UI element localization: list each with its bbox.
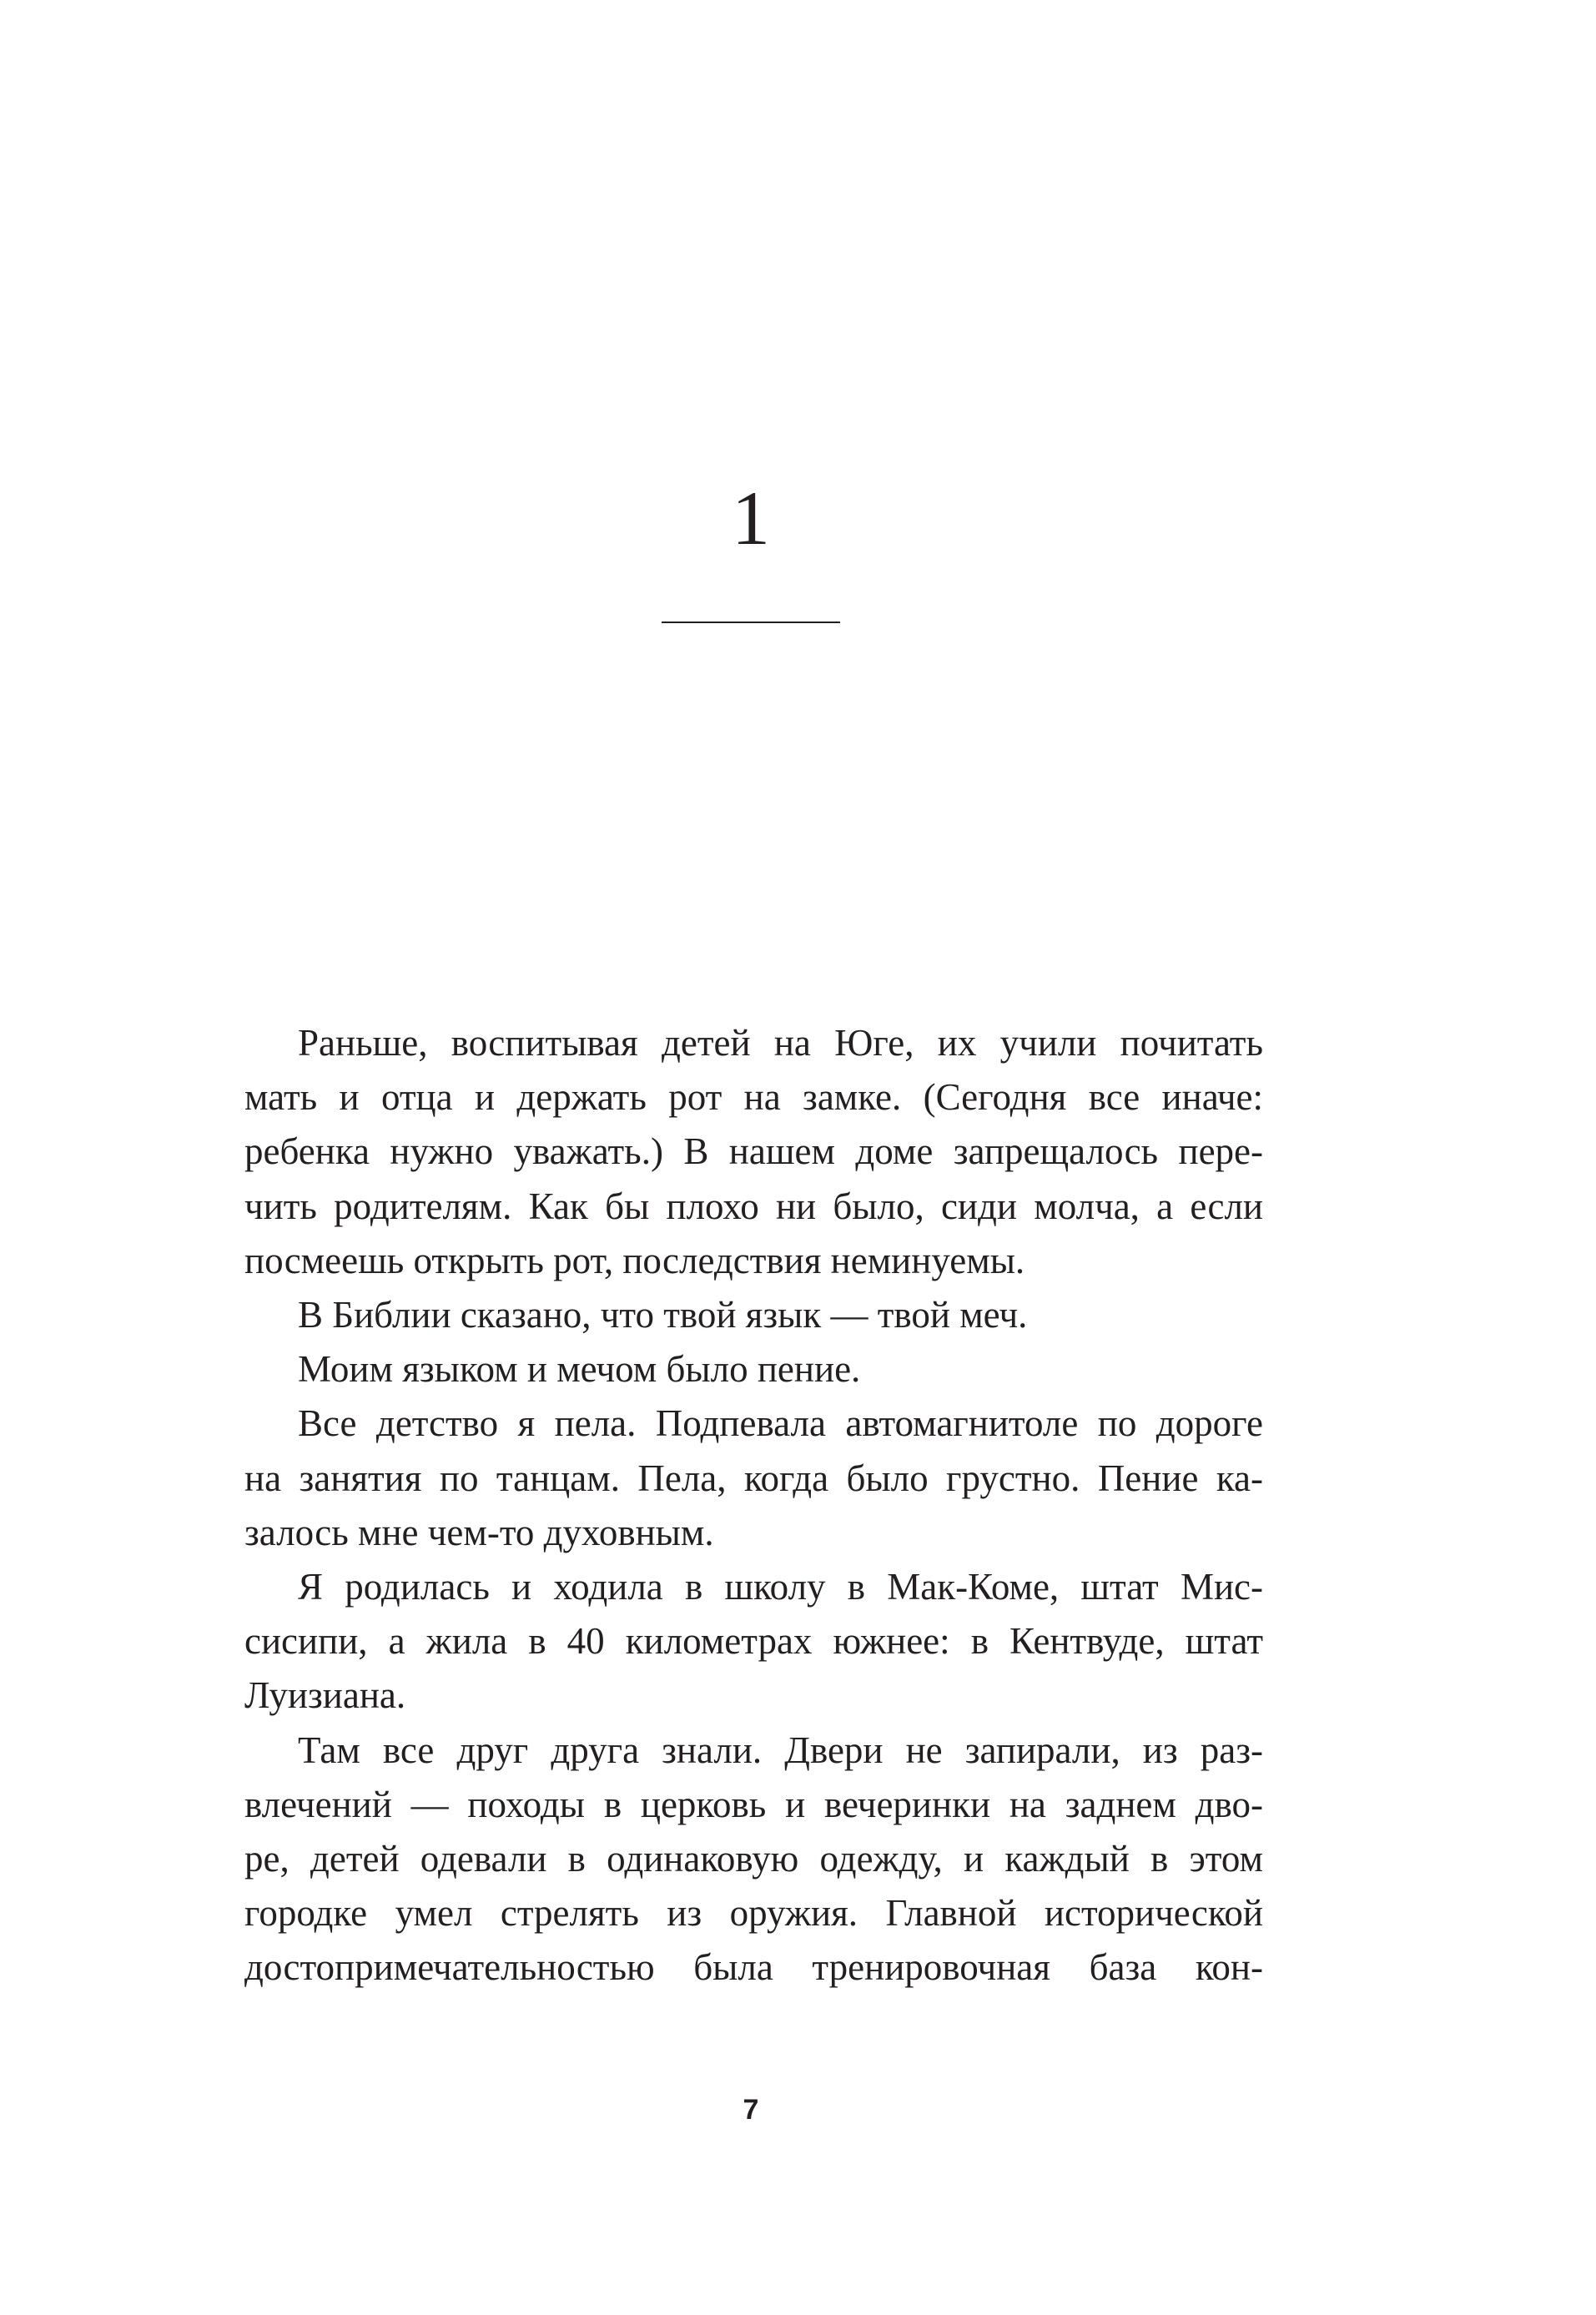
body-text bbox=[244, 1016, 1263, 1995]
text-line: влечений — походы в церковь и вечеринки на заднем дво- bbox=[244, 1783, 1263, 1825]
text-line: Все детство я пела. Подпевала автомагнитоле по дороге bbox=[298, 1402, 1263, 1445]
page-number: 7 bbox=[743, 2094, 759, 2126]
text-line: городке умел стрелять из оружия. Главной исторической bbox=[244, 1892, 1263, 1935]
text-line: достопримечательностью была тренировочная база кон- bbox=[244, 1946, 1263, 1989]
text-line: Луизиана. bbox=[244, 1674, 406, 1717]
text-line: В Библии сказано, что твой язык — твой меч. bbox=[298, 1294, 1028, 1336]
text-line: на занятия по танцам. Пела, когда было грустно. Пение ка- bbox=[244, 1457, 1263, 1499]
text-line: чить родителям. Как бы плохо ни было, сиди молча, а если bbox=[244, 1185, 1263, 1227]
text-line: ре, детей одевали в одинаковую одежду, и каждый в этом bbox=[244, 1838, 1263, 1880]
text-line: Раньше, воспитывая детей на Юге, их учили почитать bbox=[298, 1022, 1263, 1064]
text-line: Там все друг друга знали. Двери не запирали, из раз- bbox=[298, 1729, 1263, 1771]
text-line: сисипи, а жила в 40 километрах южнее: в Кентвуде, штат bbox=[244, 1620, 1263, 1663]
text-line: Я родилась и ходила в школу в Мак-Коме, штат Мис- bbox=[298, 1566, 1263, 1608]
text-line: посмеешь открыть рот, последствия неминуемы. bbox=[244, 1239, 1025, 1281]
text-line: Моим языком и мечом было пение. bbox=[298, 1348, 861, 1391]
chapter-rule bbox=[662, 622, 840, 623]
text-line: мать и отца и держать рот на замке. (Сегодня все иначе: bbox=[244, 1076, 1263, 1119]
text-line: ребенка нужно уважать.) В нашем доме запрещалось пере- bbox=[244, 1130, 1263, 1173]
text-line: залось мне чем-то духовным. bbox=[244, 1511, 714, 1553]
chapter-number: 1 bbox=[732, 476, 770, 561]
